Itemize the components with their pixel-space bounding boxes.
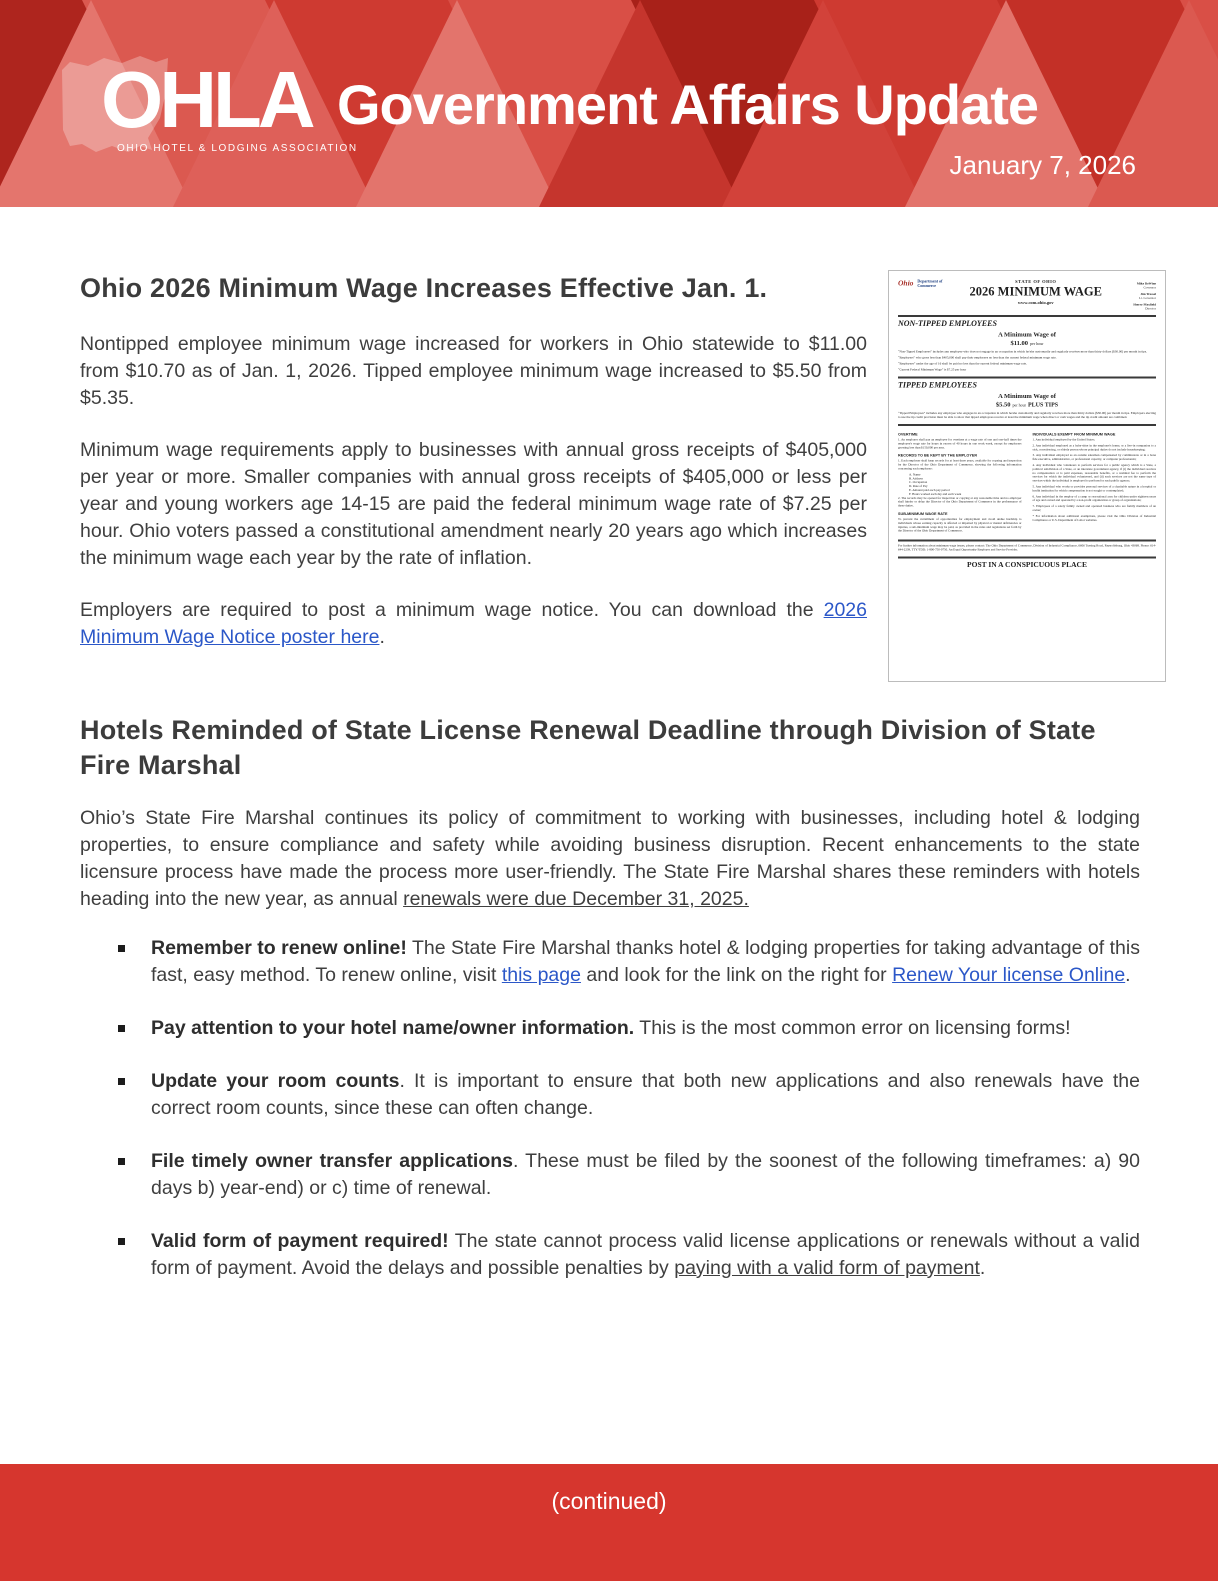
poster-line: Director — [1145, 306, 1156, 311]
poster-line: Sherry Maxfield — [1133, 303, 1156, 307]
text-segment: Ohio’s State Fire Marshal continues its policy of commitment to working with businesses, including hotel & lodging properties, to ensure compliance and safety while avoiding business disruption. Recent enhancements to the state licensure process have made the process more user-friendly. The State Fire Marshal shares these reminders with hotels heading into the new year, as annual — [80, 807, 1140, 910]
text-link[interactable]: 2026 Minimum Wage Notice poster here — [80, 599, 867, 648]
text-segment: . It is important to ensure that both new applications and also renewals have the correct room counts, since these can often change. — [151, 1070, 1140, 1119]
poster-tipped-heading: TIPPED EMPLOYEES — [898, 381, 977, 390]
poster-line: 4. Any individual who volunteers to perform services for a public agency which is a State, a political subdivision of a State, or an interstate government agency, if (i) the individual receives no compensation or is paid expenses, reasonable benefits, or a nominal fee to perform the services for which the individual volunteered, and (ii) such services are not the same type of services which the individual is employed to perform for such public agency; — [1032, 463, 1156, 483]
list-item-text — [151, 935, 1140, 989]
bullet-square-icon — [118, 945, 125, 952]
list-item-text — [151, 1148, 1140, 1202]
text-segment: Pay attention to your hotel name/owner information. — [151, 1017, 635, 1039]
continued-label: (continued) — [551, 1488, 667, 1514]
poster-line: Mike DeWine — [1136, 282, 1156, 286]
poster-line: 6. Any individual in the employ of a camp or recreational area for children under eighteen years of age and owned and operated by a non-profit organization or group of organizations; — [1032, 494, 1156, 503]
text-link[interactable]: this page — [501, 964, 581, 986]
poster-line: B. Address — [909, 476, 923, 481]
poster-line: C. Occupation — [909, 480, 928, 485]
poster-line: 2. The records may be opened for inspection or copying at any reasonable time and no employer shall hinder or delay the Director of the Ohio Department of Commerce in the performance of these duties. — [898, 496, 1022, 508]
poster-post-line: POST IN A CONSPICUOUS PLACE — [967, 560, 1087, 569]
minimum-wage-poster-thumbnail[interactable] — [888, 270, 1166, 682]
ohla-logo: OHLA — [101, 55, 312, 144]
text-segment: . — [1125, 964, 1131, 986]
poster-nontipped-heading: NON-TIPPED EMPLOYEES — [898, 319, 997, 328]
commerce-logo — [898, 279, 963, 288]
issue-date: January 7, 2026 — [949, 150, 1136, 180]
poster-line: F. Hours worked each day and each week — [909, 492, 962, 496]
newsletter-footer — [0, 1464, 1218, 1581]
poster-tipped-wage: A Minimum Wage of $5.50 per hour PLUS TIPS — [995, 392, 1059, 408]
poster-line: 1. Any individual employed by the United States; — [1032, 438, 1095, 442]
article2-intro — [80, 805, 1140, 913]
list-item-text — [151, 1068, 1140, 1122]
poster-line: To prevent the curtailment of opportunities for employment and avoid undue hardship to individuals whose earning capacity is affected or impaired by physical or mental deficiencies or injuries, a sub-minimum wage may be paid, as provided in the rules and regulations set forth by the Director of the Ohio Department of Commerce. — [898, 517, 1022, 533]
article2-heading: Hotels Reminded of State License Renewal Deadline through Division of State Fire Marshal — [80, 715, 1096, 780]
bullet-square-icon — [118, 1238, 125, 1245]
text-segment: Remember to renew online! — [151, 937, 407, 959]
poster-officials — [1109, 279, 1157, 311]
poster-line: Governor — [1143, 285, 1156, 290]
text-segment: renewals were due December 31, 2025. — [403, 888, 749, 910]
text-segment: Update your room counts — [151, 1070, 400, 1092]
poster-state-line: STATE OF OHIO — [1015, 279, 1057, 284]
text-segment: The State Fire Marshal thanks hotel & lodging properties for taking advantage of this fast, easy method. To renew online, visit — [151, 937, 1140, 986]
article1-paragraph-1: Nontipped employee minimum wage increased for workers in Ohio statewide to $11.00 from $10.70 as of Jan. 1, 2026. Tipped employee minimum wage increased to $5.50 from $5.35. — [80, 333, 867, 409]
poster-line: 2. Any individual employed as a baby-sitter in the employer's home, or a live-in companion to a sick, convalescing, or elderly person whose principal duties do not include housekeeping; — [1032, 443, 1156, 452]
poster-line: 1. An employer shall pay an employee for overtime at a wage rate of one and one-half times the employee's wage rate for hours in excess of 40 hours in one work week, except for employers grossing less than $150,000 per year. — [898, 438, 1022, 450]
poster-line: “Employers” who gross less than $405,000 shall pay their employees no less than the current federal minimum wage rate. — [898, 356, 1057, 360]
newsletter-title: Government Affairs Update — [337, 73, 1039, 136]
ohla-logo-tagline: OHIO HOTEL & LODGING ASSOCIATION — [117, 143, 358, 154]
poster-line: SUB-MINIMUM WAGE RATE — [898, 511, 948, 516]
list-item — [78, 1068, 1140, 1122]
poster-line: 5. Any individual who works or provides personal services of a charitable nature in a hospital or health institution for which compensation is not sought or contemplated; — [1032, 484, 1156, 493]
poster-nontipped-paras — [898, 350, 1156, 372]
poster-left-column — [898, 429, 1022, 536]
text-segment: . — [379, 626, 385, 648]
poster-line: OVERTIME — [898, 432, 918, 437]
list-item — [78, 935, 1140, 989]
poster-right-column — [1033, 429, 1157, 536]
bullet-square-icon — [118, 1158, 125, 1165]
text-segment: . — [979, 1257, 986, 1279]
list-item — [78, 1228, 1140, 1282]
poster-line: 1. Each employer shall keep records for at least three years, available for copying and inspection by the Director of the Ohio Department of Commerce, showing the following information concerning each employee: — [898, 459, 1022, 471]
poster-line: D. Rate of Pay — [909, 484, 928, 489]
article1-paragraph-2: Minimum wage requirements apply to businesses with annual gross receipts of $405,000 per year or more. Smaller companies with annual gross receipts of $405,000 or less per year and young workers age 14-15 are paid the federal minimum wage rate of $7.25 per hour. Ohio voters passed a constitutional amendment nearly 20 years ago which increases the minimum wage each year by the rate of inflation. — [80, 439, 867, 569]
list-item-text — [151, 1228, 1140, 1282]
text-segment: paying with a valid form of payment — [674, 1257, 980, 1279]
poster-line: A. Name — [909, 472, 921, 477]
poster-website: www.com.ohio.gov — [1017, 300, 1054, 305]
poster-nontipped-wage: A Minimum Wage of $11.00 per hour — [998, 330, 1056, 347]
poster-line: Jim Tressel — [1140, 292, 1156, 296]
poster-line: INDIVIDUALS EXEMPT FROM MINIMUM WAGE — [1032, 432, 1116, 437]
poster-line: “Current Federal Minimum Wage” is $7.25 per hour — [898, 368, 967, 372]
list-item-text — [151, 1015, 1140, 1042]
text-segment: The state cannot process valid license applications or renewals without a valid form of payment. Avoid the delays and possible penalties by — [151, 1230, 1141, 1279]
poster-line: “Employees” under the age of 16 shall be paid no less than the current federal minimum wage rate. — [898, 362, 1027, 366]
bullet-square-icon — [118, 1025, 125, 1032]
list-item — [78, 1015, 1140, 1042]
text-segment: File timely owner transfer applications — [151, 1150, 514, 1172]
poster-line: * For information about additional exemptions, please visit the Ohio Division of Industrial Compliance or U.S. Department of Labor websites. — [1032, 514, 1156, 522]
article1-heading: Ohio 2026 Minimum Wage Increases Effective Jan. 1. — [80, 273, 768, 303]
list-item — [78, 1148, 1140, 1202]
newsletter-header — [0, 0, 1218, 207]
text-segment: . These must be filed by the soonest of the following timeframes: a) 90 days b) year-end) or c) time of renewal. — [151, 1150, 1140, 1199]
poster-content — [889, 271, 1165, 681]
text-link[interactable]: Renew Your license Online — [892, 964, 1126, 986]
poster-line: E. Amount paid each pay period — [909, 488, 950, 492]
text-segment: and look for the link on the right for — [580, 964, 893, 986]
main-content — [0, 207, 1218, 1308]
poster-line: “Non-Tipped Employees” includes any employee who does not engage in an occupation in which he/she customarily and regularly receives more than thirty dollars ($30.00) per month in tips. — [898, 350, 1147, 354]
poster-footnote: For further information about minimum wage issues, please contact: The Ohio Department of Commerce, Division of Industrial Compliance, 6606 Tussing Road, Reynoldsburg, Ohio 43068. Phone: 614-644-2239, TTY/TDD: 1-800-750-0750. An Equal Opportunity Employer and Service Provider. — [898, 544, 1156, 552]
ohio-script-logo: Ohio — [898, 279, 914, 288]
poster-line: 7. Employees of a solely family owned and operated business who are family members of an owner; — [1032, 504, 1156, 512]
text-segment: Employers are required to post a minimum wage notice. You can download the — [80, 599, 824, 621]
text-segment: This is the most common error on licensing forms! — [634, 1017, 1071, 1039]
poster-tipped-paras — [898, 412, 1156, 420]
text-segment: Valid form of payment required! — [151, 1230, 449, 1252]
poster-line: RECORDS TO BE KEPT BY THE EMPLOYER — [898, 453, 978, 458]
agency-name: Department of Commerce — [917, 279, 943, 288]
bullet-square-icon — [118, 1078, 125, 1085]
poster-line: Lt. Governor — [1139, 296, 1156, 300]
poster-line: “Tipped Employees” includes any employee who engages in an occupation in which he/she customarily and regularly receives more than thirty dollars ($30.00) per month in tips. Employers electing to use the tip credit provision must be able to show that tipped employees receive at least the minimum wage when direct or cash wages and the tip credit amount are combined. — [898, 411, 1156, 419]
poster-title: 2026 MINIMUM WAGE — [969, 285, 1102, 299]
poster-line: 3. Any individual employed as an outside salesman compensated by commissions or in a bona fide executive, administrative, or professional capacity, or computer professionals; — [1032, 453, 1156, 462]
article1-paragraph-3 — [80, 597, 867, 651]
reminder-list — [78, 935, 1140, 1282]
